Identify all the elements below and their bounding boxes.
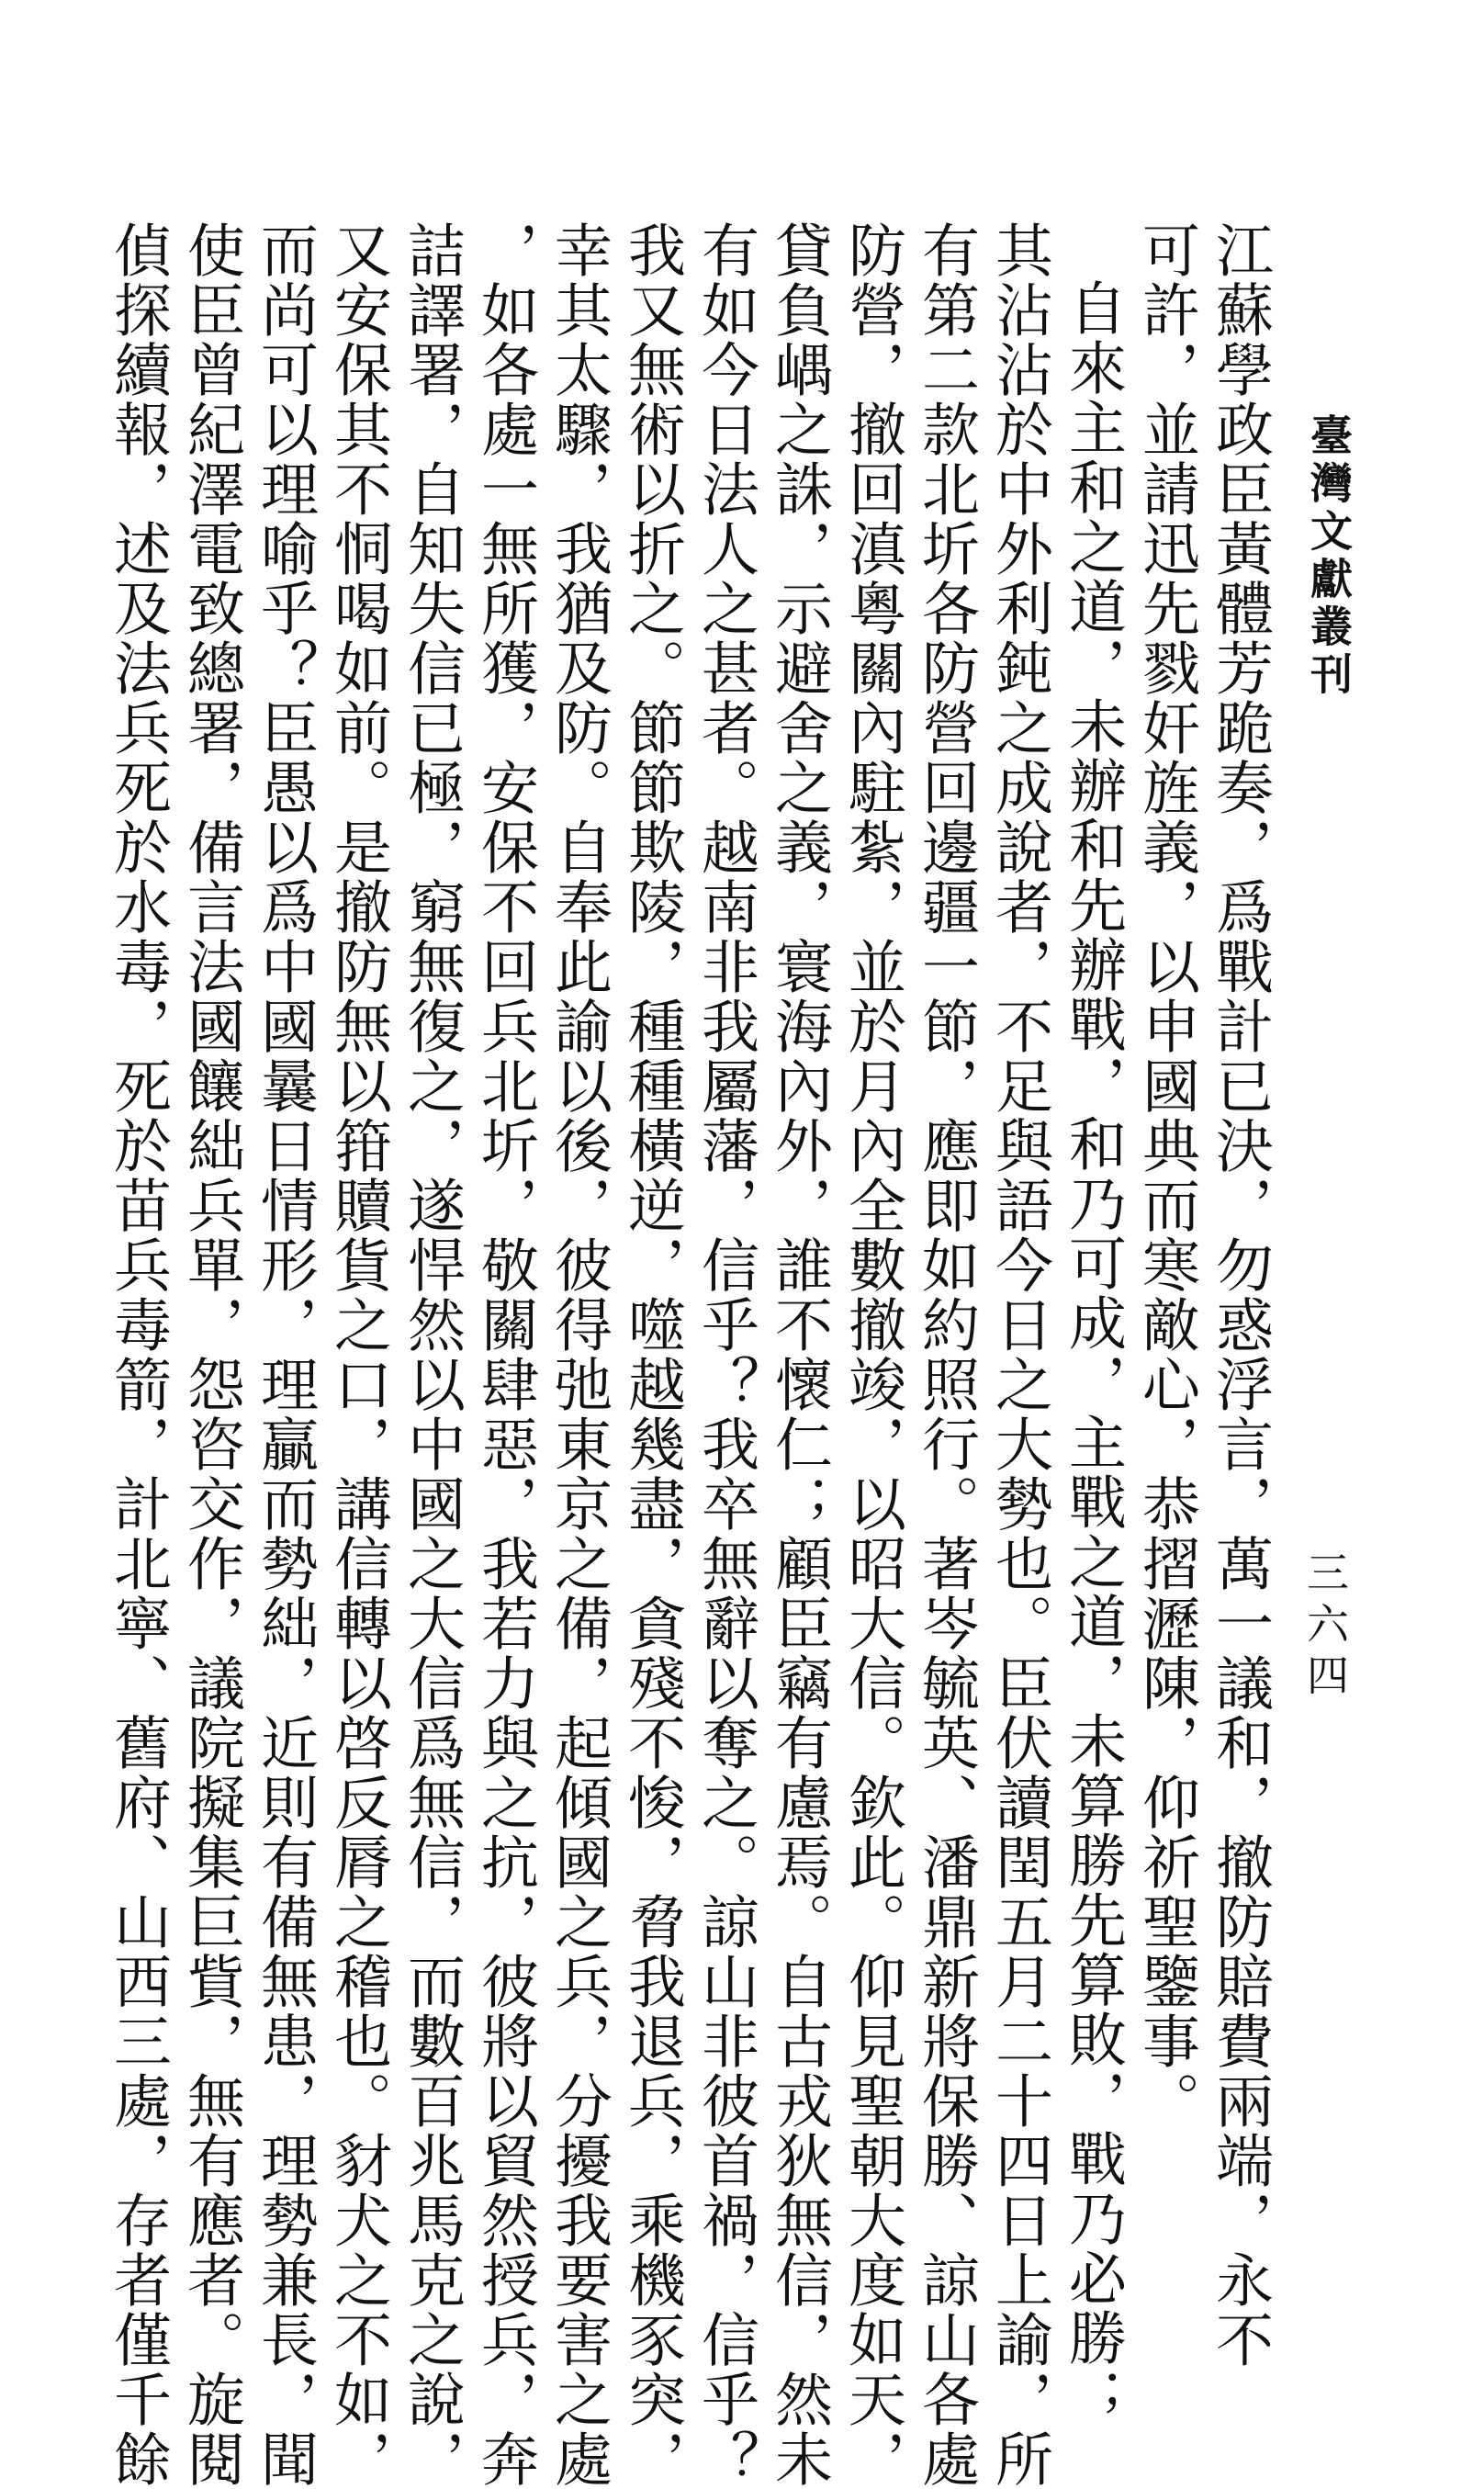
text-line: 有第二款北圻各防營回邊疆一節，應即如約照行。著岑毓英、潘鼎新將保勝、諒山各處: [913, 220, 980, 2489]
book-title: 臺灣文獻叢刊: [1304, 413, 1354, 700]
text-line: 幸其太驟，我猶及防。自奉此諭以後，彼得弛東京之備，起傾國之兵，分擾我要害之處: [545, 220, 613, 2489]
text-line: 使臣曾紀澤電致總署，備言法國饟絀兵單，怨咨交作，議院擬集巨貲，無有應者。旋閱: [178, 220, 245, 2489]
memorial-text: [105, 220, 1276, 2489]
text-line: 我又無術以折之。節節欺陵，種種橫逆，噬越幾盡，貪殘不悛，脅我退兵，乘機豕突，: [619, 220, 686, 2489]
text-line: 自來主和之道，未辦和先辦戰，和乃可成，主戰之道，未算勝先算敗，戰乃必勝；: [1060, 278, 1127, 2427]
text-line: 而尚可以理喻乎？臣愚以爲中國曩日情形，理贏而勢絀，近則有備無患，理勢兼長，聞: [252, 220, 319, 2489]
text-line: 江蘇學政臣黃體芳跪奏，爲戰計已決，勿惑浮言，萬一議和，撤防賠費兩端，永不: [1207, 220, 1274, 2370]
text-line: ，如各處一無所獲，安保不回兵北圻，敬關肆惡，我若力與之抗，彼將以貿然授兵，奔: [472, 220, 539, 2489]
text-line: 詰譯署，自知失信已極，窮無復之，遂悍然以中國之大信爲無信，而數百兆馬克之說，: [399, 220, 466, 2489]
text-line: 其沾沾於中外利鈍之成說者，不足與語今日之大勢也。臣伏讀閏五月二十四日上諭，所: [986, 220, 1053, 2489]
text-line: 偵探續報，述及法兵死於水毒，死於苗兵毒箭，計北寧、舊府、山西三處，存者僅千餘: [105, 220, 172, 2489]
text-line: 又安保其不恫喝如前。是撤防無以箝贖貨之口，講信轉以啓反脣之稽也。豺犬之不如，: [325, 220, 392, 2489]
text-line: 貸負嵎之誅，示避舍之義，寰海內外，誰不懷仁；顧臣竊有慮焉。自古戎狄無信，然未: [766, 220, 833, 2489]
page-number: 三六四: [1300, 1550, 1350, 1705]
text-line: 防營，撤回滇粵關內駐紮，並於月內全數撤竣，以昭大信。欽此。仰見聖朝大度如天，: [839, 220, 906, 2489]
text-line: 可許，並請迅先戮奸旌義，以申國典而寒敵心，恭摺瀝陳，仰祈聖鑒事。: [1133, 220, 1200, 2131]
text-line: 有如今日法人之甚者。越南非我屬藩，信乎？我卒無辭以奪之。諒山非彼首禍，信乎？: [692, 220, 759, 2489]
